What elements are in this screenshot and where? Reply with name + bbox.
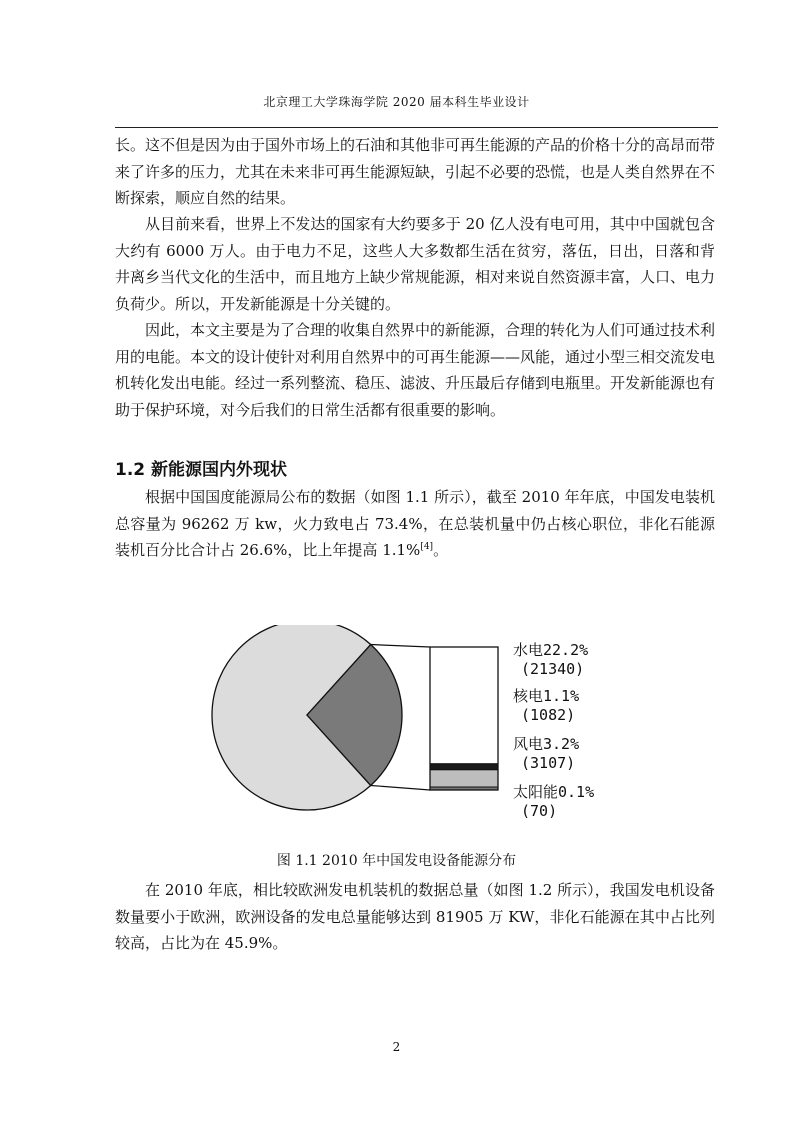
bar-label-2: 风电3.2% (513, 735, 580, 753)
running-header: 北京理工大学珠海学院 2020 届本科生毕业设计 (263, 95, 530, 109)
bar-value-1: (1082) (521, 706, 576, 724)
section-heading: 1.2 新能源国内外现状 (115, 460, 288, 480)
bar-value-2: (3107) (521, 754, 576, 772)
bar-label-1: 核电1.1% (513, 687, 580, 705)
bar-segment-2 (430, 770, 498, 787)
paragraph-population: 从目前来看，世界上不发达的国家有大约要多于 20 亿人没有电可用，其中中国就包含大约有 6000 万人。由于电力不足，这些人大多数都生活在贫穷，落伍，日出，日落和背井离乡当代文化的生活中，而且地方上缺少常规能源，相对来说自然资源丰富，人口、电力负荷少。所以，开发新能源是十分关键的。 (115, 215, 716, 313)
paragraph-continuation: 长。这不但是因为由于国外市场上的石油和其他非可再生能源的产品的价格十分的高昂而带来了许多的压力，尤其在未来非可再生能源短缺，引起不必要的恐慌，也是人类自然界在不断探索，顺应自然的结果。 (115, 136, 716, 207)
bar-label-3: 太阳能0.1% (513, 783, 595, 801)
header-rule (115, 127, 718, 128)
bar-label-0: 水电22.2% (513, 641, 589, 659)
energy-pie-chart (195, 625, 615, 830)
paragraph-end: 。 (433, 541, 449, 559)
connector-top (371, 645, 430, 647)
page-number: 2 (392, 1040, 401, 1054)
citation-ref: [4] (420, 542, 434, 552)
paragraph-text: 根据中国国度能源局公布的数据（如图 1.1 所示），截至 2010 年年底，中国发电装机总容量为 96262 万 kw，火力致电占 73.4%，在总装机量中仍占核心职位，非化石能源装机百分比合计占 26.6%，比上年提高 1.1% (115, 488, 715, 559)
bar-value-3: (70) (521, 802, 558, 820)
paragraph-europe: 在 2010 年底，相比较欧洲发电机装机的数据总量（如图 1.2 所示），我国发电机设备数量要小于欧洲，欧洲设备的发电总量能够达到 81905 万 KW，非化石能源在其中占比列较高，占比为在 45.9%。 (115, 881, 715, 952)
bar-segment-1 (430, 764, 498, 770)
connector-bottom (371, 785, 430, 790)
figure-caption: 图 1.1 2010 年中国发电设备能源分布 (276, 853, 517, 869)
bar-segment-0 (430, 647, 498, 764)
bar-value-0: (21340) (521, 660, 585, 678)
paragraph-china-capacity (115, 484, 715, 564)
paragraph-purpose: 因此，本文主要是为了合理的收集自然界中的新能源，合理的转化为人们可通过技术利用的电能。本文的设计使针对利用自然界中的可再生能源——风能，通过小型三相交流发电机转化发出电能。经过一系列整流、稳压、滤波、升压最后存储到电瓶里。开发新能源也有助于保护环境，对今后我们的日常生活都有很重要的影响。 (115, 321, 716, 419)
